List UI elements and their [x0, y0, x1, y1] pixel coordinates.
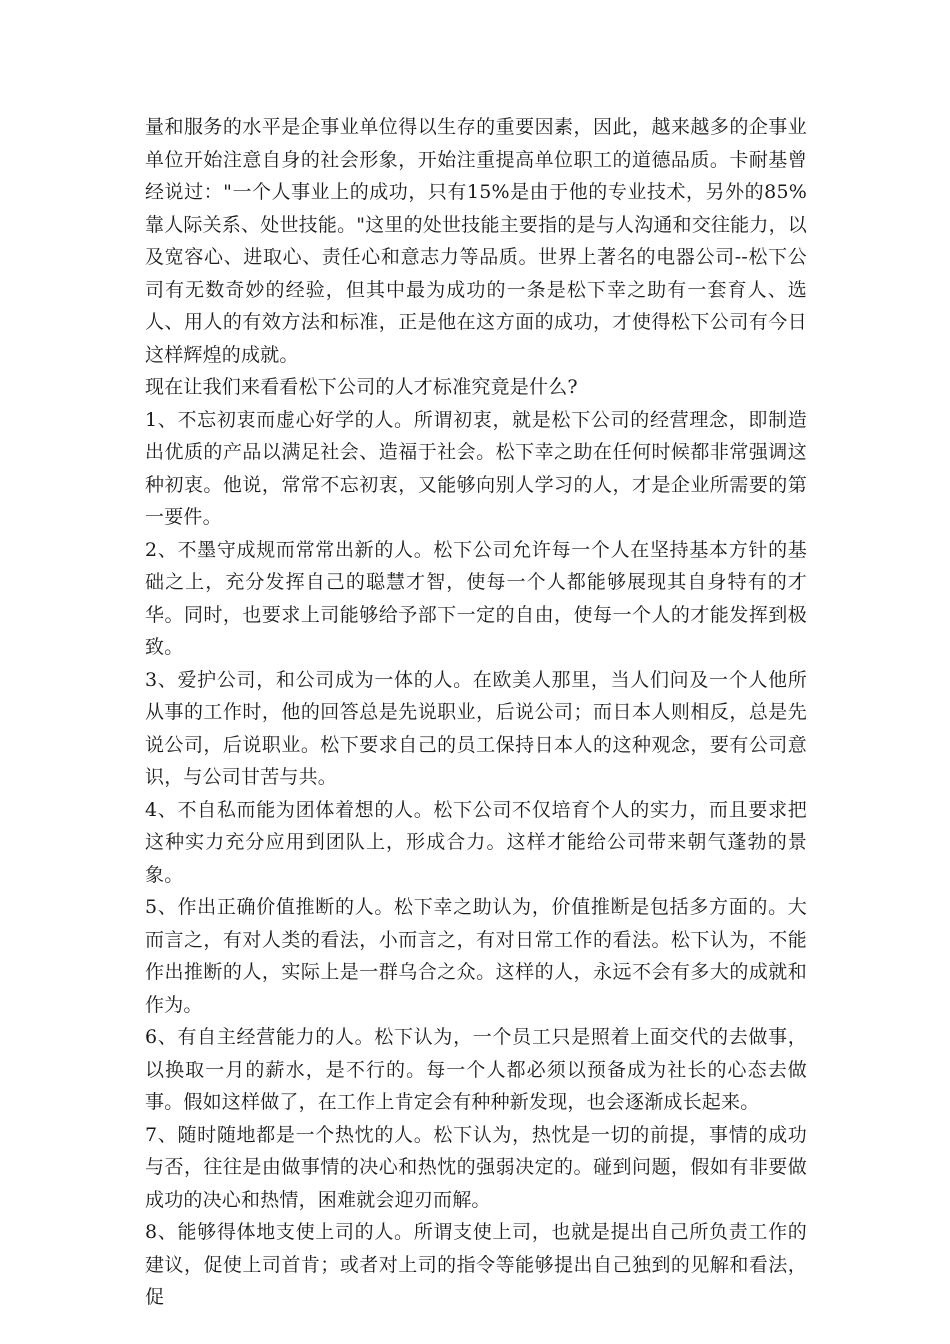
- document-body: [145, 111, 807, 1314]
- paragraph-item-8: 8、能够得体地支使上司的人。所谓支使上司，也就是提出自己所负责工作的建议，促使上司首肯；或者对上司的指令等能够提出自己独到的见解和看法，促: [145, 1221, 807, 1308]
- paragraph-item-2: 2、不墨守成规而常常出新的人。松下公司允许每一个人在坚持基本方针的基础之上，充分发挥自己的聪慧才智，使每一个人都能够展现其自身特有的才华。同时，也要求上司能够给予部下一定的自由，使每一个人的才能发挥到极致。: [145, 538, 807, 658]
- paragraph-intro: 量和服务的水平是企事业单位得以生存的重要因素，因此，越来越多的企事业单位开始注意自身的社会形象，开始注重提高单位职工的道德品质。卡耐基曾经说过："一个人事业上的成功，只有15%是由于他的专业技术，另外的85%靠人际关系、处世技能。"这里的处世技能主要指的是与人沟通和交往能力，以及宽容心、进取心、责任心和意志力等品质。世界上著名的电器公司--松下公司有无数奇妙的经验，但其中最为成功的一条是松下幸之助有一套育人、选人、用人的有效方法和标准，正是他在这方面的成功，才使得松下公司有今日这样辉煌的成就。: [145, 116, 807, 366]
- paragraph-item-1: 1、不忘初衷而虚心好学的人。所谓初衷，就是松下公司的经营理念，即制造出优质的产品以满足社会、造福于社会。松下幸之助在任何时候都非常强调这种初衷。他说，常常不忘初衷，又能够向别人学习的人，才是企业所需要的第一要件。: [145, 408, 807, 528]
- paragraph-item-7: 7、随时随地都是一个热忱的人。松下认为，热忱是一切的前提，事情的成功与否，往往是由做事情的决心和热忱的强弱决定的。碰到问题，假如有非要做成功的决心和热情，困难就会迎刃而解。: [145, 1123, 807, 1211]
- paragraph-item-3: 3、爱护公司，和公司成为一体的人。在欧美人那里，当人们问及一个人他所从事的工作时，他的回答总是先说职业，后说公司；而日本人则相反，总是先说公司，后说职业。松下要求自己的员工保持日本人的这种观念，要有公司意识，与公司甘苦与共。: [145, 668, 807, 788]
- paragraph-item-4: 4、不自私而能为团体着想的人。松下公司不仅培育个人的实力，而且要求把这种实力充分应用到团队上，形成合力。这样才能给公司带来朝气蓬勃的景象。: [145, 798, 807, 886]
- paragraph-question: 现在让我们来看看松下公司的人才标准究竟是什么?: [145, 376, 578, 398]
- paragraph-item-6: 6、有自主经营能力的人。松下认为，一个员工只是照着上面交代的去做事，以换取一月的薪水，是不行的。每一个人都必须以预备成为社长的心态去做事。假如这样做了，在工作上肯定会有种种新发现，也会逐渐成长起来。: [145, 1026, 807, 1113]
- paragraph-item-5: 5、作出正确价值推断的人。松下幸之助认为，价值推断是包括多方面的。大而言之，有对人类的看法，小而言之，有对日常工作的看法。松下认为，不能作出推断的人，实际上是一群乌合之众。这样的人，永远不会有多大的成就和作为。: [145, 896, 807, 1016]
